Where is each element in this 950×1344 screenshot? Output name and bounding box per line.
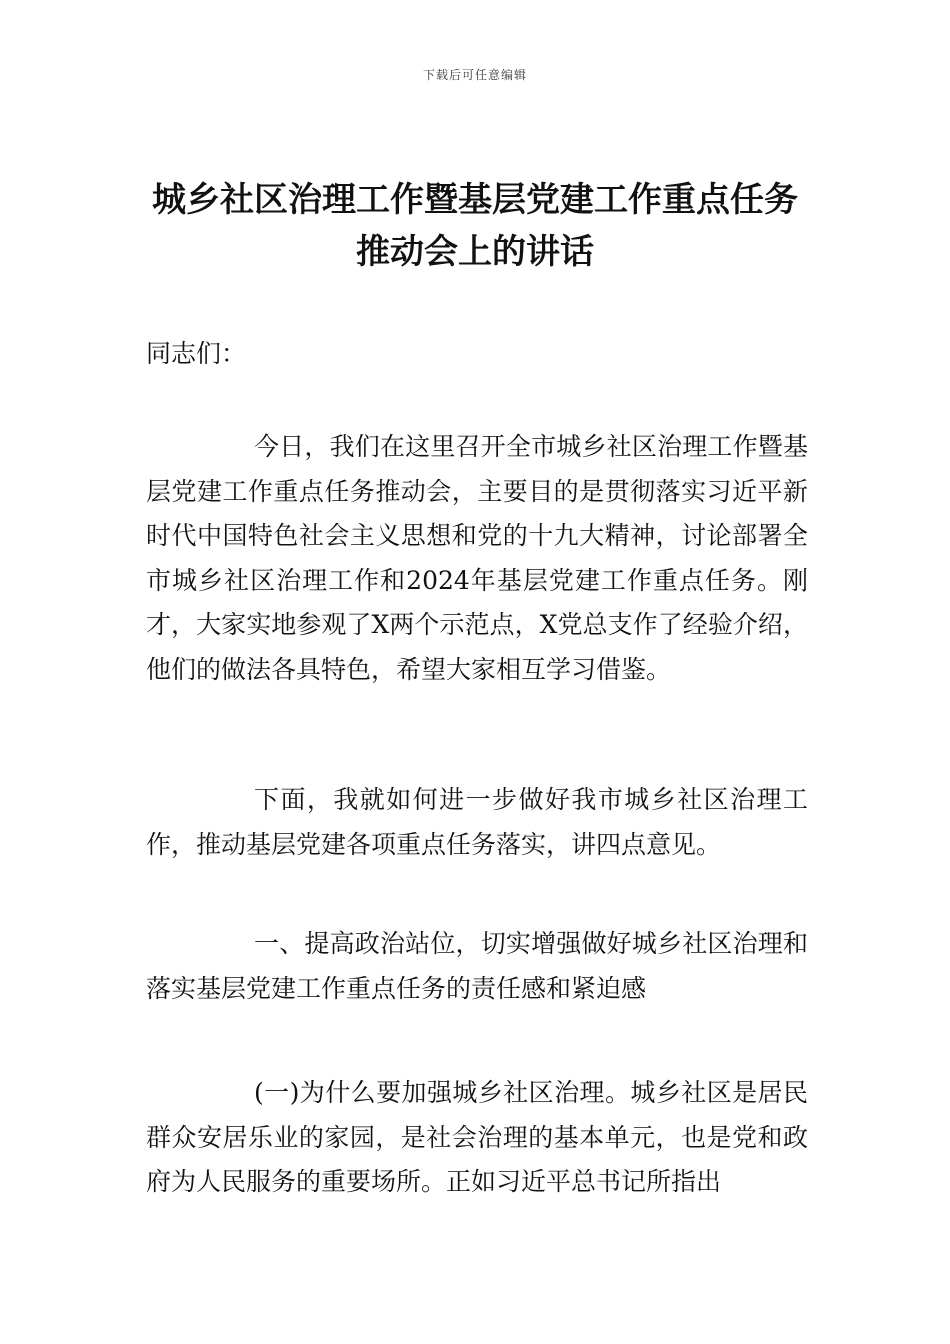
paragraph-outline: 下面，我就如何进一步做好我市城乡社区治理工作，推动基层党建各项重点任务落实，讲四点意见。 xyxy=(146,785,808,859)
header-note: 下载后可任意编辑 xyxy=(422,68,527,82)
salutation: 同志们： xyxy=(146,339,247,368)
document-title: 城乡社区治理工作暨基层党建工作重点任务推动会上的讲话 xyxy=(152,180,798,272)
paragraph-subsection-1: (一)为什么要加强城乡社区治理。城乡社区是居民群众安居乐业的家园，是社会治理的基本单元，也是党和政府为人民服务的重要场所。正如习近平总书记所指出 xyxy=(146,1078,808,1196)
section-heading-1: 一、提高政治站位，切实增强做好城乡社区治理和落实基层党建工作重点任务的责任感和紧迫感 xyxy=(146,929,808,1003)
paragraph-intro: 今日，我们在这里召开全市城乡社区治理工作暨基层党建工作重点任务推动会，主要目的是贯彻落实习近平新时代中国特色社会主义思想和党的十九大精神，讨论部署全市城乡社区治理工作和2024年基层党建工作重点任务。刚才，大家实地参观了X两个示范点，X党总支作了经验介绍，他们的做法各具特色，希望大家相互学习借鉴。 xyxy=(146,432,808,684)
